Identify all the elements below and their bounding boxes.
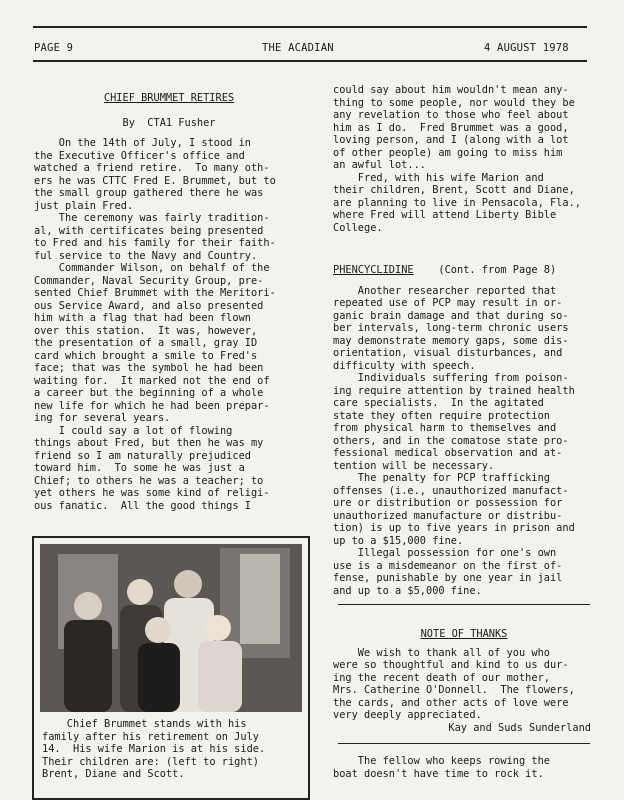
text-line: just plain Fred. xyxy=(34,199,134,212)
text-line: over this station. It was, however, xyxy=(34,324,258,337)
text-line: The fellow who keeps rowing the xyxy=(333,755,550,767)
caption-line: Their children are: (left to right) xyxy=(42,755,259,768)
text-line: Another researcher reported that xyxy=(333,284,557,297)
text-line: new life for which he had been prepar- xyxy=(34,399,270,412)
pcp-body xyxy=(333,285,595,598)
text-line: I could say a lot of flowing xyxy=(34,424,233,437)
thanks-article xyxy=(333,628,595,734)
text-line: their children, Brent, Scott and Diane, xyxy=(333,184,575,196)
text-line: the cards, and other acts of love were xyxy=(333,696,569,709)
text-line: care specialists. In the agitated xyxy=(333,397,544,409)
thanks-body xyxy=(333,647,595,722)
caption-line: Brent, Diane and Scott. xyxy=(42,768,185,780)
text-line: to Fred and his family for their faith- xyxy=(34,237,276,249)
filler-body xyxy=(333,755,595,780)
text-line: ber intervals, long-term chronic users xyxy=(333,322,569,334)
text-line: any revelation to those who feel about xyxy=(333,109,569,121)
text-line: repeated use of PCP may result in or- xyxy=(333,297,563,309)
text-line: ers he was CTTC Fred E. Brummet, but to xyxy=(34,174,276,187)
text-line: College. xyxy=(333,221,383,234)
text-line: a career but the beginning of a whole xyxy=(34,387,264,399)
text-line: Commander, Naval Security Group, pre- xyxy=(34,274,264,287)
text-line: from physical harm to themselves and xyxy=(333,422,557,434)
pcp-article xyxy=(333,264,595,597)
text-line: fessional medical observation and at- xyxy=(333,447,563,459)
text-line: ing for several years. xyxy=(34,412,171,424)
photo-caption xyxy=(42,718,304,781)
text-line: Chief; to others he was a teacher; to xyxy=(34,474,264,487)
text-line: things about Fred, but then he was my xyxy=(34,437,264,449)
text-line: ful service to the Navy and Country. xyxy=(34,249,258,262)
photo-box xyxy=(32,536,310,800)
text-line: loving person, and I (along with a lot xyxy=(333,134,569,146)
text-line: sented Chief Brummet with the Meritori- xyxy=(34,287,276,299)
text-line: may demonstrate memory gaps, some dis- xyxy=(333,334,569,347)
text-line: card which brought a smile to Fred's xyxy=(34,349,258,362)
header-rule xyxy=(33,60,587,62)
text-line: thing to some people, nor would they be xyxy=(333,96,575,109)
text-line: unauthorized manufacture or distribu- xyxy=(333,509,563,522)
retire-title: CHIEF BRUMMET RETIRES xyxy=(103,92,235,104)
text-line: Illegal possession for one's own xyxy=(333,547,557,559)
text-line: very deeply appreciated. xyxy=(333,709,482,721)
issue-date: 4 AUGUST 1978 xyxy=(484,42,569,54)
pcp-end-rule xyxy=(338,604,590,605)
text-line: ing require attention by trained health xyxy=(333,384,575,397)
text-line: face; that was the symbol he had been xyxy=(34,362,264,374)
text-line: We wish to thank all of you who xyxy=(333,646,550,659)
text-line: are planning to live in Pensacola, Fla., xyxy=(333,196,581,209)
text-line: ure or distribution or possession for xyxy=(333,497,563,509)
page-number: PAGE 9 xyxy=(34,42,74,54)
thanks-signature: Kay and Suds Sunderland xyxy=(448,721,591,734)
text-line: ing the recent death of our mother, xyxy=(333,671,550,684)
retire-continued xyxy=(333,84,595,234)
caption-line: Chief Brummet stands with his xyxy=(42,718,247,730)
text-line: the small group gathered there he was xyxy=(34,187,264,199)
text-line: fense, punishable by one year in jail xyxy=(333,572,563,584)
text-line: him as I do. Fred Brummet was a good, xyxy=(333,121,569,134)
text-line: The ceremony was fairly tradition- xyxy=(34,212,270,224)
text-line: waiting for. It marked not the end of xyxy=(34,374,270,387)
text-line: ous fanatic. All the good things I xyxy=(34,499,251,512)
text-line: ous Service Award, and also presented xyxy=(34,299,264,312)
thanks-title: NOTE OF THANKS xyxy=(420,628,508,640)
pcp-heading-line xyxy=(333,264,595,277)
text-line: Mrs. Catherine O'Donnell. The flowers, xyxy=(333,684,575,696)
text-line: use is a misdemeanor on the first of- xyxy=(333,559,563,572)
family-photo-image xyxy=(40,544,302,712)
retire-byline: By CTA1 Fusher xyxy=(122,116,216,129)
text-line: toward him. To some he was just a xyxy=(34,462,245,474)
text-line: al, with certificates being presented xyxy=(34,224,264,237)
right-column xyxy=(333,84,595,234)
text-line: where Fred will attend Liberty Bible xyxy=(333,209,557,221)
text-line: the presentation of a small, gray ID xyxy=(34,337,258,349)
retire-body xyxy=(34,137,316,512)
publication-name: THE ACADIAN xyxy=(262,42,334,54)
text-line: up to a $15,000 fine. xyxy=(333,534,464,547)
pcp-cont-note: (Cont. from Page 8) xyxy=(438,264,557,276)
text-line: On the 14th of July, I stood in xyxy=(34,137,251,149)
text-line: an awful lot... xyxy=(333,159,426,171)
pcp-title: PHENCYCLIDINE xyxy=(333,264,414,276)
text-line: were so thoughtful and kind to us dur- xyxy=(333,659,569,671)
text-line: offenses (i.e., unauthorized manufact- xyxy=(333,484,569,497)
text-line: state they often require protection xyxy=(333,409,550,422)
text-line: Fred, with his wife Marion and xyxy=(333,171,544,184)
text-line: friend so I am naturally prejudiced xyxy=(34,449,251,462)
text-line: boat doesn't have time to rock it. xyxy=(333,767,544,780)
top-rule xyxy=(33,26,587,28)
text-line: The penalty for PCP trafficking xyxy=(333,472,550,484)
thanks-end-rule xyxy=(338,743,590,744)
caption-line: 14. His wife Marion is at his side. xyxy=(42,743,266,755)
text-line: watched a friend retire. To many oth- xyxy=(34,162,270,174)
text-line: others, and in the comatose state pro- xyxy=(333,434,569,447)
text-line: difficulty with speech. xyxy=(333,359,476,372)
text-line: Commander Wilson, on behalf of the xyxy=(34,262,270,274)
text-line: the Executive Officer's office and xyxy=(34,149,245,162)
text-line: him with a flag that had been flown xyxy=(34,312,251,324)
left-column xyxy=(34,92,316,512)
text-line: tion) is up to five years in prison and xyxy=(333,522,575,534)
caption-line: family after his retirement on July xyxy=(42,730,259,743)
text-line: orientation, visual disturbances, and xyxy=(333,347,563,359)
family-photo xyxy=(40,544,302,712)
text-line: Individuals suffering from poison- xyxy=(333,372,569,384)
text-line: tention will be necessary. xyxy=(333,459,495,472)
text-line: of other people) am going to miss him xyxy=(333,146,563,159)
text-line: ganic brain damage and that during so- xyxy=(333,309,569,322)
text-line: and up to a $5,000 fine. xyxy=(333,584,482,597)
filler-quote xyxy=(333,755,595,780)
text-line: could say about him wouldn't mean any- xyxy=(333,84,569,96)
text-line: yet others he was some kind of religi- xyxy=(34,487,270,499)
